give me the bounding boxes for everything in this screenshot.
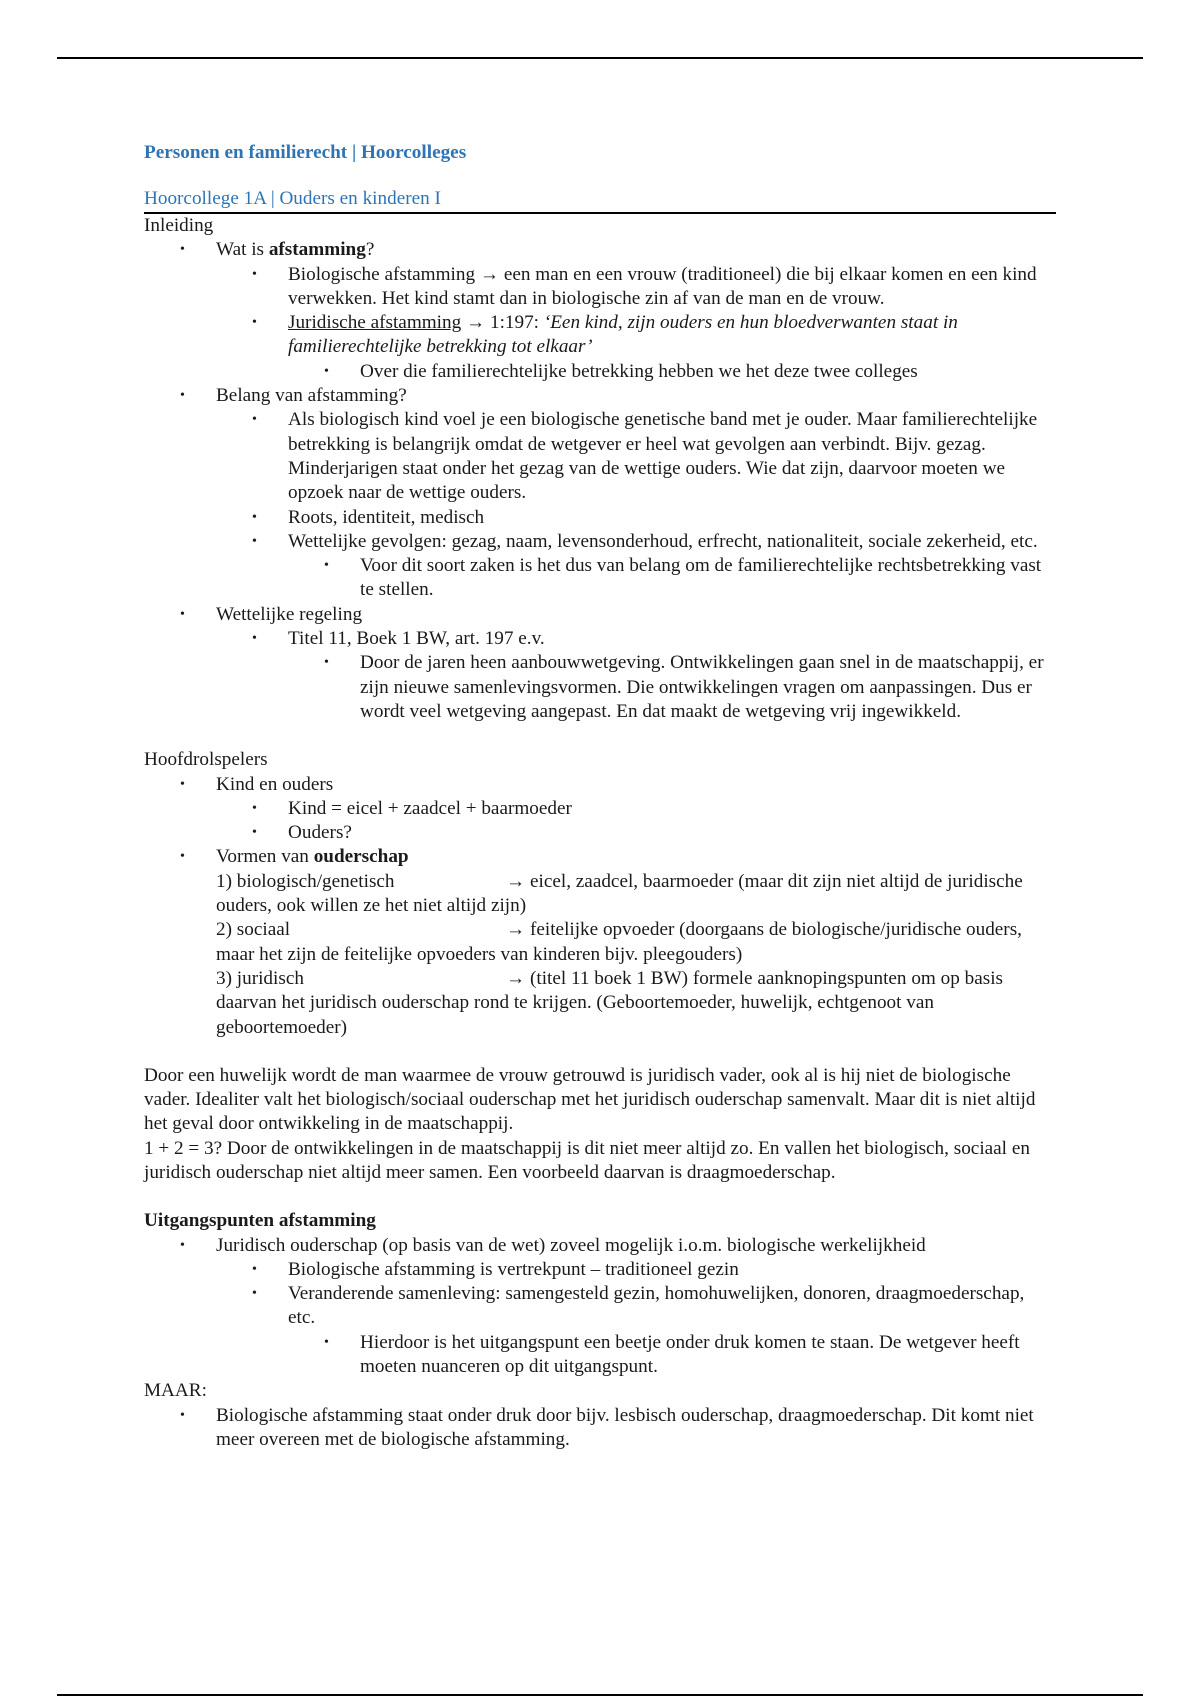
bullet-icon: • (180, 388, 185, 404)
bullet-icon: • (180, 242, 185, 258)
list-item: • Juridisch ouderschap (op basis van de wet) zoveel mogelijk i.o.m. biologische werkelijkheid (180, 1234, 926, 1256)
list-item: • Veranderende samenleving: samengesteld gezin, homohuwelijken, donoren, draagmoederschap, etc. (252, 1283, 1025, 1329)
ouderschap-form-2: 2) sociaal → feitelijke opvoeder (doorgaans de biologische/juridische ouders, maar het zijn de feitelijke opvoeders van kinderen bijv. pleegouders) (216, 919, 1022, 965)
bullet-icon: • (252, 1261, 257, 1277)
spacer (144, 1040, 1056, 1064)
section-heading: Hoorcollege 1A | Ouders en kinderen I (144, 186, 1056, 214)
bullet-icon: • (252, 412, 257, 428)
bullet-icon: • (252, 509, 257, 525)
bullet-icon: • (180, 606, 185, 622)
hoofdrolspelers-list (144, 773, 1056, 870)
list-item: • Als biologisch kind voel je een biologische genetische band met je ouder. Maar familierechtelijke betrekking is belangrijk omdat de wetgever er heel wat gevolgen aan verbindt. Bijv. gezag. Minderjarigen staat onder het gezag van de wettige ouders. Wie dat zijn, daarvoor moeten we opzoek naar de wettige ouders. (252, 409, 1038, 504)
list-item: • Biologische afstamming is vertrekpunt – traditioneel gezin (252, 1258, 739, 1280)
list-item: • Door de jaren heen aanbouwwetgeving. Ontwikkelingen gaan snel in de maatschappij, er zijn nieuwe samenlevingsvormen. Die ontwikkelingen vragen om aanpassingen. Dus er wordt veel wetgeving aangepast. En dat maakt de wetgeving vrij ingewikkeld. (324, 652, 1044, 722)
spacer (144, 724, 1056, 748)
list-item: • Biologische afstamming → een man en een vrouw (traditioneel) die bij elkaar komen en een kind verwekken. Het kind stamt dan in biologische zin af van de man en de vrouw. (252, 263, 1037, 309)
bullet-icon: • (252, 315, 257, 331)
bullet-icon: • (324, 558, 329, 574)
arrow-icon: → (465, 312, 486, 334)
bullet-icon: • (324, 363, 329, 379)
list-item: • Kind = eicel + zaadcel + baarmoeder (252, 797, 572, 819)
spacer (144, 1185, 1056, 1209)
bullet-icon: • (252, 800, 257, 816)
inleiding-heading: Inleiding (144, 215, 214, 236)
list-item: • Vormen van ouderschap (180, 846, 409, 868)
uitgangspunten-heading: Uitgangspunten afstamming (144, 1210, 376, 1232)
bullet-icon: • (252, 533, 257, 549)
list-item: • Wat is afstamming? (180, 239, 375, 261)
list-item: • Roots, identiteit, medisch (252, 506, 485, 528)
document-body (144, 140, 1056, 1452)
bullet-icon: • (252, 825, 257, 841)
maar-list (144, 1404, 1056, 1453)
top-rule (57, 57, 1143, 59)
uitgangspunten-list (144, 1234, 1056, 1380)
document-title: Personen en familierecht | Hoorcolleges (144, 142, 467, 163)
bullet-icon: • (180, 1407, 185, 1423)
arrow-icon: → (479, 263, 500, 285)
ouderschap-form-1: 1) biologisch/genetisch → eicel, zaadcel, baarmoeder (maar dit zijn niet altijd de juridische ouders, ook willen ze het niet altijd zijn) (216, 870, 1023, 917)
list-item: • Belang van afstamming? (180, 385, 407, 407)
list-item: • Hierdoor is het uitgangspunt een beetje onder druk komen te staan. De wetgever heeft moeten nuanceren op dit uitgangspunt. (324, 1331, 1020, 1378)
list-item: • Voor dit soort zaken is het dus van belang om de familierechtelijke rechtsbetrekking vast te stellen. (324, 555, 1042, 601)
list-item: • Wettelijke regeling (180, 603, 363, 625)
paragraph: Door een huwelijk wordt de man waarmee de vrouw getrouwd is juridisch vader, ook al is hij niet de biologische vader. Idealiter valt het biologisch/sociaal ouderschap met het juridisch ouderschap samenvalt. Maar dit is niet altijd het geval door ontwikkeling in de maatschappij. (144, 1064, 1036, 1135)
bullet-icon: • (252, 1286, 257, 1302)
inleiding-list (144, 238, 1056, 724)
bottom-rule (57, 1694, 1143, 1696)
list-item: • Juridische afstamming → 1:197: ‘Een kind, zijn ouders en hun bloedverwanten staat in familierechtelijke betrekking tot elkaar’ (252, 312, 958, 358)
list-item: • Biologische afstamming staat onder druk door bijv. lesbisch ouderschap, draagmoederschap. Dit komt niet meer overeen met de biologische afstamming. (180, 1404, 1034, 1450)
paragraph: 1 + 2 = 3? Door de ontwikkelingen in de maatschappij is dit niet meer altijd zo. En vallen het biologisch, sociaal en juridisch ouderschap niet altijd meer samen. Een voorbeeld daarvan is draagmoederschap. (144, 1137, 1030, 1183)
bullet-icon: • (180, 1237, 185, 1253)
list-item: • Wettelijke gevolgen: gezag, naam, levensonderhoud, erfrecht, nationaliteit, sociale zekerheid, etc. (252, 530, 1038, 552)
maar-label: MAAR: (144, 1380, 207, 1402)
bullet-icon: • (180, 776, 185, 792)
bullet-icon: • (324, 1334, 329, 1350)
bullet-icon: • (324, 655, 329, 671)
list-item: • Ouders? (252, 822, 352, 844)
list-item: • Over die familierechtelijke betrekking hebben we het deze twee colleges (324, 360, 918, 382)
ouderschap-form-3: 3) juridisch → (titel 11 boek 1 BW) formele aanknopingspunten om op basis daarvan het juridisch ouderschap rond te krijgen. (Geboortemoeder, huwelijk, echtgenoot van geboortemoeder) (216, 967, 1004, 1038)
list-item: • Titel 11, Boek 1 BW, art. 197 e.v. (252, 628, 545, 650)
bullet-icon: • (252, 631, 257, 647)
hoofdrolspelers-heading: Hoofdrolspelers (144, 749, 268, 771)
bullet-icon: • (180, 849, 185, 865)
list-item: • Kind en ouders (180, 773, 334, 795)
bullet-icon: • (252, 266, 257, 282)
